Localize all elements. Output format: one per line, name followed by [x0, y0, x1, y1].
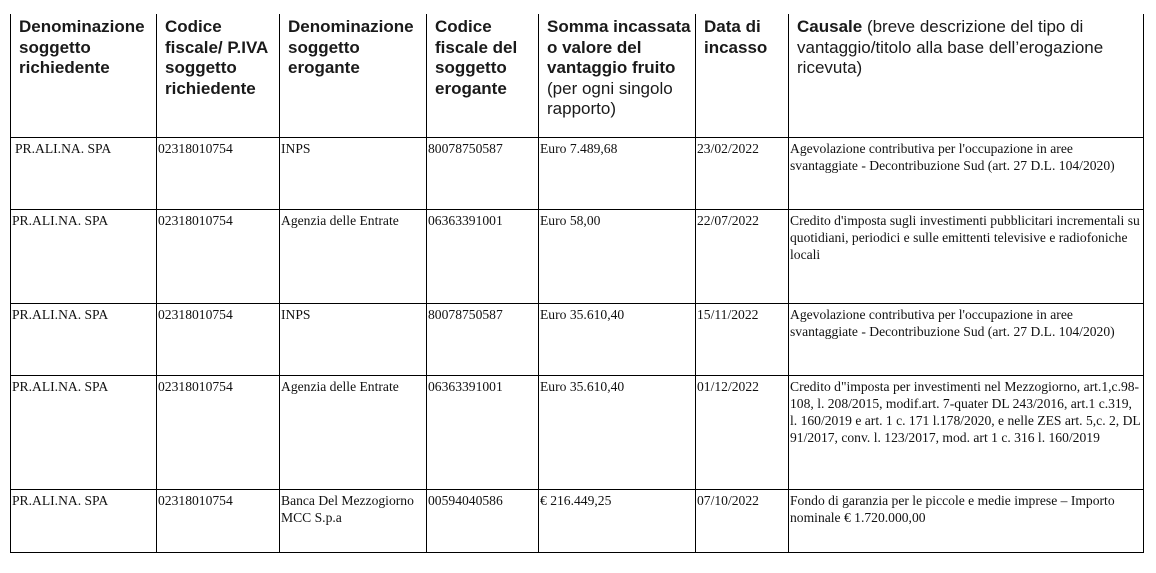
- header-causale-main: Causale: [797, 17, 863, 36]
- header-somma: [539, 14, 696, 138]
- cell-somma: Euro 35.610,40: [539, 376, 696, 490]
- cell-causale: Credito d"imposta per investimenti nel Mezzogiorno, art.1,c.98-108, l. 208/2015, modif.art. 7-quater DL 243/2016, art.1 c.319, l. 160/2019 e art. 1 c. 171 l.178/2020, e nelle ZES art. 5,c. 2, DL 91/2017, conv. l. 123/2017, mod. art 1 c. 316 l. 160/2019: [789, 376, 1144, 490]
- table-row: [11, 490, 1144, 553]
- cell-causale: Credito d'imposta sugli investimenti pubblicitari incrementali su quotidiani, periodici e sulle emittenti televisive e radiofoniche locali: [789, 210, 1144, 304]
- cell-cf-erogante: 06363391001: [427, 376, 539, 490]
- table-row: [11, 210, 1144, 304]
- header-causale: [789, 14, 1144, 138]
- table-row: [11, 376, 1144, 490]
- cell-cf-richiedente: 02318010754: [157, 304, 280, 376]
- cell-data: 15/11/2022: [696, 304, 789, 376]
- cell-richiedente: PR.ALI.NA. SPA: [11, 376, 157, 490]
- cell-erogante: Agenzia delle Entrate: [280, 376, 427, 490]
- cell-somma: Euro 58,00: [539, 210, 696, 304]
- header-denominazione-erogante: Denominazione soggetto erogante: [280, 14, 427, 138]
- cell-data: 23/02/2022: [696, 138, 789, 210]
- cell-data: 01/12/2022: [696, 376, 789, 490]
- cell-causale: Fondo di garanzia per le piccole e medie imprese – Importo nominale € 1.720.000,00: [789, 490, 1144, 553]
- cell-somma: Euro 35.610,40: [539, 304, 696, 376]
- cell-richiedente: PR.ALI.NA. SPA: [11, 304, 157, 376]
- cell-cf-richiedente: 02318010754: [157, 138, 280, 210]
- cell-cf-erogante: 80078750587: [427, 304, 539, 376]
- cell-richiedente: PR.ALI.NA. SPA: [11, 138, 157, 210]
- header-denominazione-richiedente: Denominazione soggetto richiedente: [11, 14, 157, 138]
- header-somma-main: Somma incassata o valore del vantaggio fruito: [547, 17, 691, 77]
- cell-somma: € 216.449,25: [539, 490, 696, 553]
- cell-causale: Agevolazione contributiva per l'occupazione in aree svantaggiate - Decontribuzione Sud (art. 27 D.L. 104/2020): [789, 304, 1144, 376]
- cell-erogante: INPS: [280, 138, 427, 210]
- cell-erogante: INPS: [280, 304, 427, 376]
- cell-cf-erogante: 80078750587: [427, 138, 539, 210]
- header-somma-note: (per ogni singolo rapporto): [547, 78, 673, 118]
- document-page: [10, 14, 1144, 553]
- header-data-incasso: Data di incasso: [696, 14, 789, 138]
- table-row: [11, 138, 1144, 210]
- cell-cf-richiedente: 02318010754: [157, 210, 280, 304]
- header-row: [11, 14, 1144, 138]
- cell-cf-richiedente: 02318010754: [157, 490, 280, 553]
- cell-erogante: Banca Del Mezzogiorno MCC S.p.a: [280, 490, 427, 553]
- cell-richiedente: PR.ALI.NA. SPA: [11, 210, 157, 304]
- cell-data: 22/07/2022: [696, 210, 789, 304]
- cell-data: 07/10/2022: [696, 490, 789, 553]
- cell-causale: Agevolazione contributiva per l'occupazione in aree svantaggiate - Decontribuzione Sud (art. 27 D.L. 104/2020): [789, 138, 1144, 210]
- header-codice-fiscale-richiedente: Codice fiscale/ P.IVA soggetto richiedente: [157, 14, 280, 138]
- table-row: [11, 304, 1144, 376]
- cell-richiedente: PR.ALI.NA. SPA: [11, 490, 157, 553]
- cell-erogante: Agenzia delle Entrate: [280, 210, 427, 304]
- header-codice-fiscale-erogante: Codice fiscale del soggetto erogante: [427, 14, 539, 138]
- aid-disclosure-table: [10, 14, 1144, 553]
- cell-cf-erogante: 00594040586: [427, 490, 539, 553]
- cell-somma: Euro 7.489,68: [539, 138, 696, 210]
- cell-cf-richiedente: 02318010754: [157, 376, 280, 490]
- cell-cf-erogante: 06363391001: [427, 210, 539, 304]
- header-causale-note: (breve descrizione del tipo di vantaggio/titolo alla base dell’erogazione ricevuta): [797, 17, 1104, 77]
